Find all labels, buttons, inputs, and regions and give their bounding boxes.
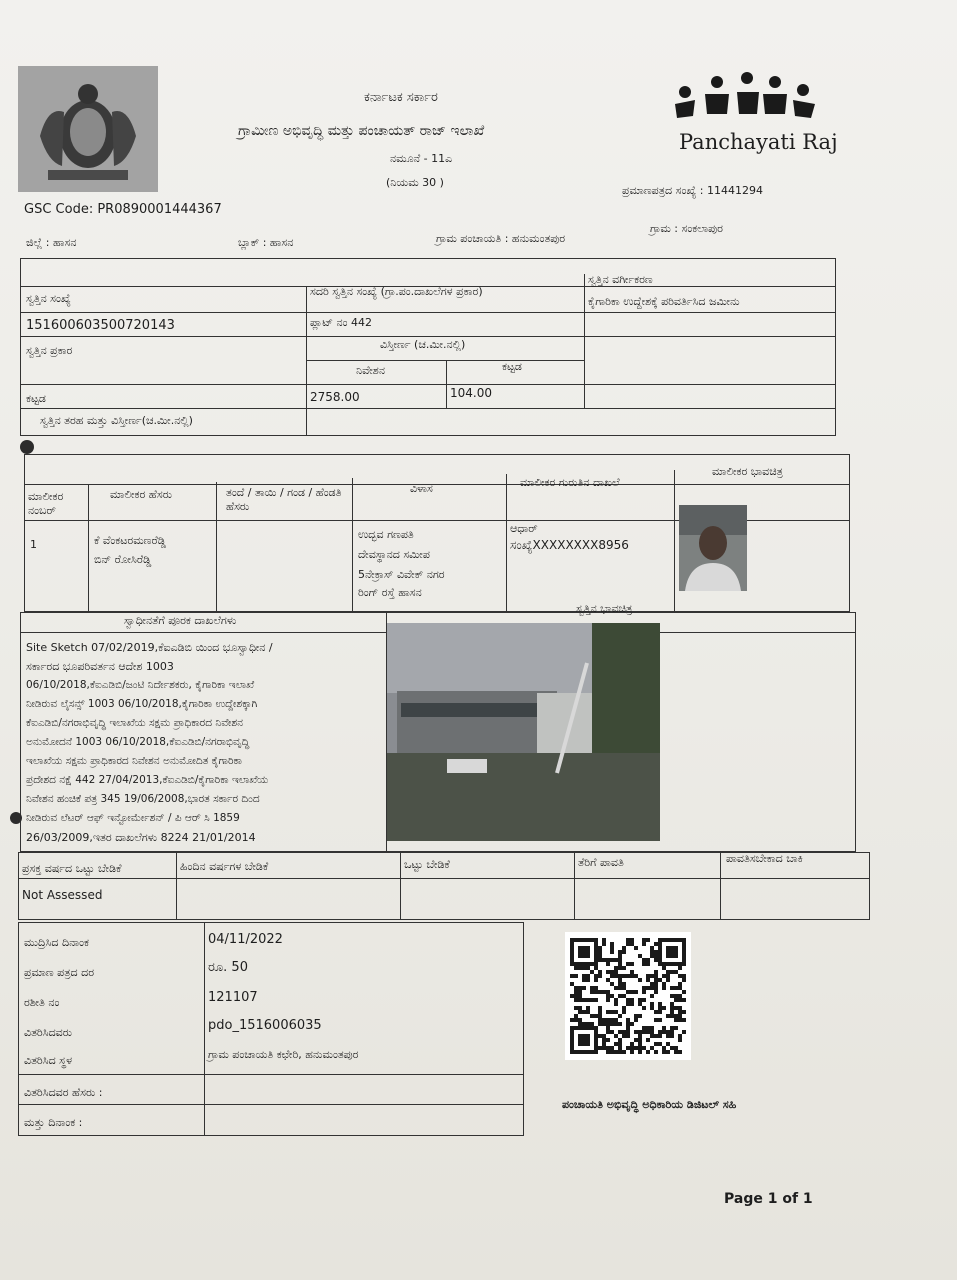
gp-property-id-value: ಪ್ಲಾಟ್ ನಂ 442 (310, 316, 372, 329)
receipt-no-value: 121107 (208, 990, 258, 1005)
owner-name-line1: ಕೆ ವೆಂಕಟರಮಣರೆಡ್ಡಿ (94, 534, 166, 547)
property-photo (387, 623, 660, 841)
village: ಗ್ರಾಮ : ಸಂಕಲಾಪುರ (650, 222, 723, 235)
property-id-label: ಸ್ವತ್ತಿನ ಸಂಖ್ಯೆ (26, 292, 71, 305)
document-line: ಇಲಾಖೆಯ ಸಕ್ಷಮ ಪ್ರಾಧಿಕಾರದ ನಿವೇಶನ ಅನುಮೋದಿತ ಕೈಗಾರಿಕಾ (26, 755, 242, 767)
document-line: ನೀಡಿರುವ ಲೈಸನ್ಸ್ 1003 06/10/2018,ಕೈಗಾರಿಕಾ ಉದ್ದೇಶಕ್ಕಾಗಿ (26, 698, 258, 710)
certificate-fee-value: ರೂ. 50 (208, 960, 248, 975)
document-line: ನೀಡಿರುವ ಲೆಟರ್ ಆಫ್ ಇನ್ಟೋರ್ಮೇಶನ್ / ಪಿ ಆರ್ ಸಿ 1859 (26, 812, 240, 824)
gsc-code: GSC Code: PR0890001444367 (24, 202, 222, 217)
owner-no: 1 (30, 538, 37, 551)
assessment-status: Not Assessed (22, 888, 103, 902)
id-doc-type: ಆಧಾರ್ (510, 522, 538, 535)
address-line4: ರಿಂಗ್ ರಸ್ತೆ ಹಾಸನ (358, 586, 422, 599)
building-area: 104.00 (450, 386, 492, 400)
panchayati-raj-logo-icon (665, 64, 838, 164)
owner-name-line2: ಬಿನ್ ರೋಸಿರೆಡ್ಡಿ (94, 553, 152, 566)
previous-demand-header: ಹಿಂದಿನ ವರ್ಷಗಳ ಬೇಡಿಕೆ (180, 860, 269, 873)
id-doc-number: ಸಂಖ್ಯೆXXXXXXXX8956 (510, 538, 629, 552)
recipient-date-label: ಮತ್ತು ದಿನಾಂಕ : (24, 1116, 83, 1129)
qr-code-icon (565, 932, 691, 1060)
address-line1: ಉದ್ಭವ ಗಣಪತಿ (358, 528, 414, 541)
owner-no-header: ಮಾಲೀಕರ ನಂಬರ್ (28, 490, 64, 517)
total-demand-header: ಒಟ್ಟು ಬೇಡಿಕೆ (404, 858, 450, 871)
digital-signature-label: ಪಂಚಾಯತಿ ಅಭಿವೃದ್ಧಿ ಅಧಿಕಾರಿಯ ಡಿಜಿಟಲ್ ಸಹಿ (562, 1098, 737, 1111)
balance-due-header: ಪಾವತಿಸಬೇಕಾದ ಬಾಕಿ (726, 852, 803, 865)
tax-paid-header: ತೆರಿಗೆ ಪಾವತಿ (578, 856, 624, 869)
issued-place-label: ವಿತರಿಸಿದ ಸ್ಥಳ (24, 1054, 73, 1067)
address-line2: ದೇವಸ್ಥಾನದ ಸಮೀಪ (358, 548, 430, 561)
documents-list (26, 638, 384, 847)
rule-number: (ನಿಯಮ 30 ) (386, 176, 444, 189)
form-number: ನಮೂನೆ - 11ಎ (390, 152, 453, 165)
document-line: Site Sketch 07/02/2019,ಕೆಐಎಡಿಬಿ ಯಿಂದ ಭೂಸ್ವಾಧೀನ / (26, 641, 273, 654)
district: ಜಿಲ್ಲೆ : ಹಾಸನ (26, 236, 77, 249)
document-line: ಪ್ರದೇಶದ ನಕ್ಷೆ 442 27/04/2013,ಕೆಐಎಡಿಬಿ/ಕೈಗಾರಿಕಾ ಇಲಾಖೆಯ (26, 774, 269, 786)
property-class-value: ಕೈಗಾರಿಕಾ ಉದ್ದೇಶಕ್ಕೆ ಪರಿವರ್ತಿಸಿದ ಜಮೀನು (588, 295, 740, 308)
document-line: ಕೆಐಎಡಿಬಿ/ನಗರಾಭಿವೃದ್ಧಿ ಇಲಾಖೆಯ ಸಕ್ಷಮ ಪ್ರಾಧಿಕಾರದ ನಿವೇಶನ (26, 717, 243, 729)
site-area: 2758.00 (310, 390, 360, 404)
building-row-label: ಕಟ್ಟಡ (26, 392, 46, 405)
taluk: ಬ್ಲಾಕ್ : ಹಾಸನ (238, 236, 294, 249)
gp-property-id-label: ಸದರಿ ಸ್ವತ್ತಿನ ಸಂಖ್ಯೆ (ಗ್ರಾ.ಪಂ.ದಾಖಲೆಗಳ ಪ್ರಕಾರ) (310, 285, 483, 298)
building-label: ಕಟ್ಟಡ (502, 360, 522, 373)
site-label: ನಿವೇಶನ (356, 364, 385, 377)
issued-by-value: pdo_1516006035 (208, 1018, 322, 1033)
document-line: ಅನುಮೋದನೆ 1003 06/10/2018,ಕೆಐಎಡಿಬಿ/ನಗರಾಭಿವೃದ್ಧಿ (26, 736, 250, 748)
page-number: Page 1 of 1 (724, 1191, 813, 1207)
id-doc-header: ಮಾಲೀಕರ ಗುರುತಿನ ದಾಖಲೆ (520, 476, 620, 489)
current-demand-header: ಪ್ರಸಕ್ತ ವರ್ಷದ ಒಟ್ಟು ಬೇಡಿಕೆ (22, 862, 122, 875)
address-header: ವಿಳಾಸ (410, 482, 433, 495)
document-line: 06/10/2018,ಕೆಐಎಡಿಬಿ/ಜಂಟಿ ನಿರ್ದೇಶಕರು, ಕೈಗಾರಿಕಾ ಇಲಾಖೆ (26, 679, 255, 691)
certificate-number: ಪ್ರಮಾಣಪತ್ರದ ಸಂಖ್ಯೆ : 11441294 (622, 184, 763, 197)
gram-panchayat: ಗ್ರಾಮ ಪಂಚಾಯತಿ : ಹನುಮಂತಪುರ (436, 232, 566, 245)
issued-by-label: ವಿತರಿಸಿದವರು (24, 1026, 73, 1039)
logo-text: Panchayati Raj (679, 130, 838, 154)
govt-title: ಕರ್ನಾಟಕ ಸರ್ಕಾರ (364, 90, 438, 105)
punch-hole-icon (20, 440, 34, 454)
dept-title: ಗ್ರಾಮೀಣ ಅಭಿವೃದ್ಧಿ ಮತ್ತು ಪಂಚಾಯತ್ ರಾಜ್ ಇಲಾಖೆ (238, 123, 485, 139)
owner-photo (679, 505, 747, 591)
recipient-name-label: ವಿತರಿಸಿದವರ ಹೆಸರು : (24, 1086, 103, 1099)
property-id-value: 151600603500720143 (26, 318, 175, 333)
photo-header: ಮಾಲೀಕರ ಭಾವಚಿತ್ರ (712, 465, 783, 478)
property-class-label: ಸ್ವತ್ತಿನ ವರ್ಗೀಕರಣ (588, 273, 653, 286)
document-line: 26/03/2009,ಇತರ ದಾಖಲೆಗಳು 8224 21/01/2014 (26, 831, 256, 844)
receipt-no-label: ರಶೀತಿ ನಂ (24, 996, 60, 1009)
issued-place-value: ಗ್ರಾಮ ಪಂಚಾಯತಿ ಕಛೇರಿ, ಹನುಮಂತಪುರ (208, 1048, 359, 1061)
punch-hole-icon (10, 812, 22, 824)
printed-date-label: ಮುದ್ರಿಸಿದ ದಿನಾಂಕ (24, 936, 89, 949)
document-line: ಸರ್ಕಾರದ ಭೂಪರಿವರ್ತನ ಆದೇಶ 1003 (26, 660, 174, 673)
address-line3: 5ನೇಕ್ರಾಸ್ ವಿವೇಕ್ ನಗರ (358, 568, 445, 581)
type-area-label: ಸ್ವತ್ತಿನ ತರಹ ಮತ್ತು ವಿಸ್ತೀರ್ಣ(ಚ.ಮೀ.ನಲ್ಲಿ) (40, 414, 193, 427)
relation-header: ತಂದೆ / ತಾಯಿ / ಗಂಡ / ಹೆಂಡತಿ ಹೆಸರು (226, 486, 342, 513)
karnataka-emblem-icon (18, 66, 158, 192)
property-photo-header: ಸ್ವತ್ತಿನ ಭಾವಚಿತ್ರ (576, 602, 633, 615)
property-type-label: ಸ್ವತ್ತಿನ ಪ್ರಕಾರ (26, 344, 73, 357)
printed-date-value: 04/11/2022 (208, 932, 283, 947)
area-label: ವಿಸ್ತೀರ್ಣ (ಚ.ಮೀ.ನಲ್ಲಿ) (380, 338, 466, 351)
documents-header: ಸ್ವಾಧೀನತೆಗೆ ಪೂರಕ ದಾಖಲೆಗಳು (124, 614, 237, 627)
owner-name-header: ಮಾಲೀಕರ ಹೆಸರು (110, 488, 173, 501)
certificate-fee-label: ಪ್ರಮಾಣ ಪತ್ರದ ದರ (24, 966, 95, 979)
document-line: ನಿವೇಶನ ಹಂಚಿಕೆ ಪತ್ರ 345 19/06/2008,ಭಾರತ ಸರ್ಕಾರ ದಿಂದ (26, 793, 260, 805)
